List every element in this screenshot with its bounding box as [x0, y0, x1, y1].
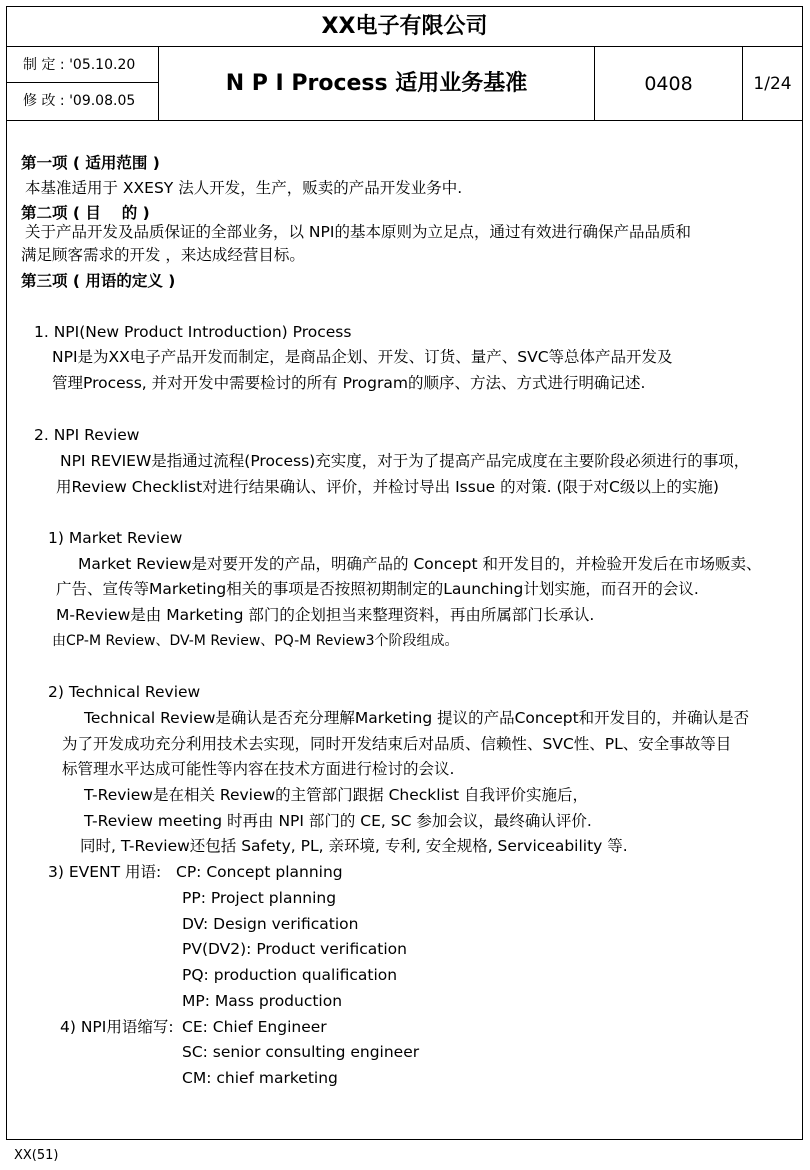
event-term: DV: Design verification	[182, 915, 359, 933]
event-term: PQ: production qualification	[182, 966, 398, 984]
event-term: PV(DV2): Product verification	[182, 940, 407, 958]
npi-review-heading: 2. NPI Review	[34, 426, 140, 444]
abbr-term: CE: Chief Engineer	[182, 1018, 327, 1036]
market-review-heading: 1) Market Review	[48, 529, 183, 547]
created-date: 制 定 : '05.10.20	[7, 47, 158, 83]
revised-date: 修 改 : '09.08.05	[23, 93, 136, 109]
npi-process-heading: 1. NPI(New Product Introduction) Process	[34, 323, 352, 341]
technical-review-heading: 2) Technical Review	[48, 683, 201, 701]
technical-review-text: Technical Review是确认是否充分理解Marketing 提议的产品Concept和开发目的，并确认是否	[84, 709, 750, 727]
abbr-terms-heading: 4) NPI用语缩写:	[60, 1018, 174, 1036]
technical-review-text: 标管理水平达成可能性等内容在技术方面进行检讨的会议.	[62, 760, 455, 778]
section-1-text: 本基准适用于 XXESY 法人开发，生产，贩卖的产品开发业务中.	[25, 179, 463, 197]
company-name: XX电子有限公司	[7, 7, 802, 47]
event-term: CP: Concept planning	[176, 863, 343, 881]
section-2-title: 第二项 ( 目 的 )	[21, 204, 150, 222]
section-1-title: 第一项 ( 适用范围 )	[21, 154, 160, 172]
market-review-text: 由CP-M Review、DV-M Review、PQ-M Review3个阶段组成。	[52, 633, 459, 649]
document-number: 0408	[595, 47, 743, 120]
page-number: 1/24	[753, 74, 792, 94]
market-review-text: 广告、宣传等Marketing相关的事项是否按照初期制定的Launching计划实施，而召开的会议.	[56, 580, 699, 598]
footer-code: XX(51)	[14, 1148, 59, 1163]
market-review-text: M-Review是由 Marketing 部门的企划担当来整理资料，再由所属部门长承认.	[56, 606, 595, 624]
document-frame	[6, 6, 803, 1140]
technical-review-text: 同时, T-Review还包括 Safety, PL, 亲环境, 专利, 安全规格, Serviceability 等.	[80, 837, 628, 855]
npi-process-text: NPI是为XX电子产品开发而制定，是商品企划、开发、订货、量产、SVC等总体产品开发及	[52, 348, 673, 366]
event-terms-heading: 3) EVENT 用语:	[48, 863, 162, 881]
abbr-term: CM: chief marketing	[182, 1069, 338, 1087]
npi-review-text: 用Review Checklist对进行结果确认、评价，并检讨导出 Issue 的对策. (限于对C级以上的实施)	[56, 478, 719, 496]
event-term: MP: Mass production	[182, 992, 343, 1010]
section-3-title: 第三项 ( 用语的定义 )	[21, 272, 176, 290]
technical-review-text: T-Review meeting 时再由 NPI 部门的 CE, SC 参加会议，最终确认评价.	[84, 812, 592, 830]
section-2-text: 关于产品开发及品质保证的全部业务，以 NPI的基本原则为立足点，通过有效进行确保产品品质和	[25, 223, 691, 241]
document-title: N P I Process 适用业务基准	[159, 47, 595, 120]
document-body	[7, 7, 802, 1139]
technical-review-text: T-Review是在相关 Review的主管部门跟据 Checklist 自我评价实施后，	[84, 786, 588, 804]
abbr-term: SC: senior consulting engineer	[182, 1043, 420, 1061]
npi-process-text: 管理Process, 并对开发中需要检讨的所有 Program的顺序、方法、方式进行明确记述.	[52, 374, 646, 392]
section-2-text: 满足顾客需求的开发 ，来达成经营目标。	[21, 246, 305, 264]
market-review-text: Market Review是对要开发的产品，明确产品的 Concept 和开发目的，并检验开发后在市场贩卖、	[78, 555, 762, 573]
npi-review-text: NPI REVIEW是指通过流程(Process)充实度，对于为了提高产品完成度在主要阶段必须进行的事项，	[60, 452, 750, 470]
technical-review-text: 为了开发成功充分利用技术去实现，同时开发结束后对品质、信赖性、SVC性、PL、安全事故等目	[62, 735, 732, 753]
event-term: PP: Project planning	[182, 889, 337, 907]
